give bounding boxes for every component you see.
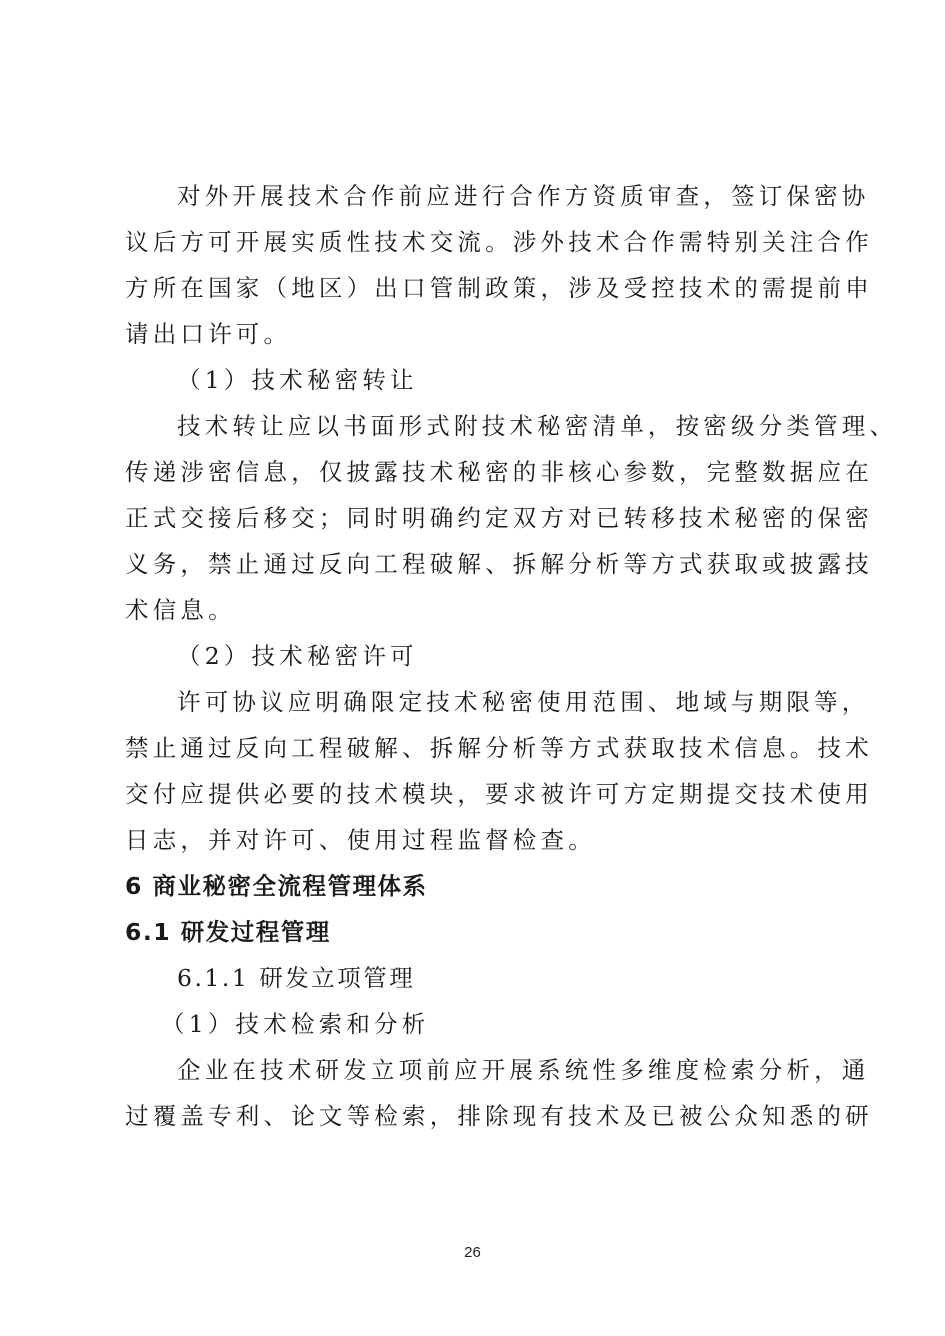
paragraph-line: 义务，禁止通过反向工程破解、拆解分析等方式获取或披露技 bbox=[125, 550, 873, 578]
paragraph-line: 日志，并对许可、使用过程监督检查。 bbox=[125, 826, 596, 854]
paragraph-line: 正式交接后移交；同时明确约定双方对已转移技术秘密的保密 bbox=[125, 504, 873, 532]
subheading-tech-secret-license: （2）技术秘密许可 bbox=[177, 642, 418, 670]
section-heading-6-1: 6.1 研发过程管理 bbox=[125, 918, 331, 946]
section-heading-6: 6 商业秘密全流程管理体系 bbox=[125, 872, 428, 900]
paragraph-line: 技术转让应以书面形式附技术秘密清单，按密级分类管理、 bbox=[177, 412, 898, 440]
paragraph-line: 术信息。 bbox=[125, 596, 236, 624]
paragraph-line: 请出口许可。 bbox=[125, 320, 292, 348]
subheading-tech-search-analysis: （1）技术检索和分析 bbox=[161, 1010, 430, 1038]
paragraph-line: 企业在技术研发立项前应开展系统性多维度检索分析，通 bbox=[177, 1056, 870, 1084]
section-heading-6-1-1: 6.1.1 研发立项管理 bbox=[177, 964, 416, 992]
page-number: 26 bbox=[464, 1244, 481, 1261]
subheading-tech-secret-transfer: （1）技术秘密转让 bbox=[177, 366, 418, 394]
paragraph-line: 传递涉密信息，仅披露技术秘密的非核心参数，完整数据应在 bbox=[125, 458, 873, 486]
paragraph-line: 对外开展技术合作前应进行合作方资质审查，签订保密协 bbox=[177, 182, 870, 210]
paragraph-line: 过覆盖专利、论文等检索，排除现有技术及已被公众知悉的研 bbox=[125, 1102, 873, 1130]
paragraph-line: 许可协议应明确限定技术秘密使用范围、地域与期限等， bbox=[177, 688, 870, 716]
paragraph-line: 交付应提供必要的技术模块，要求被许可方定期提交技术使用 bbox=[125, 780, 873, 808]
paragraph-line: 议后方可开展实质性技术交流。涉外技术合作需特别关注合作 bbox=[125, 228, 873, 256]
paragraph-line: 禁止通过反向工程破解、拆解分析等方式获取技术信息。技术 bbox=[125, 734, 873, 762]
paragraph-line: 方所在国家（地区）出口管制政策，涉及受控技术的需提前申 bbox=[125, 274, 873, 302]
